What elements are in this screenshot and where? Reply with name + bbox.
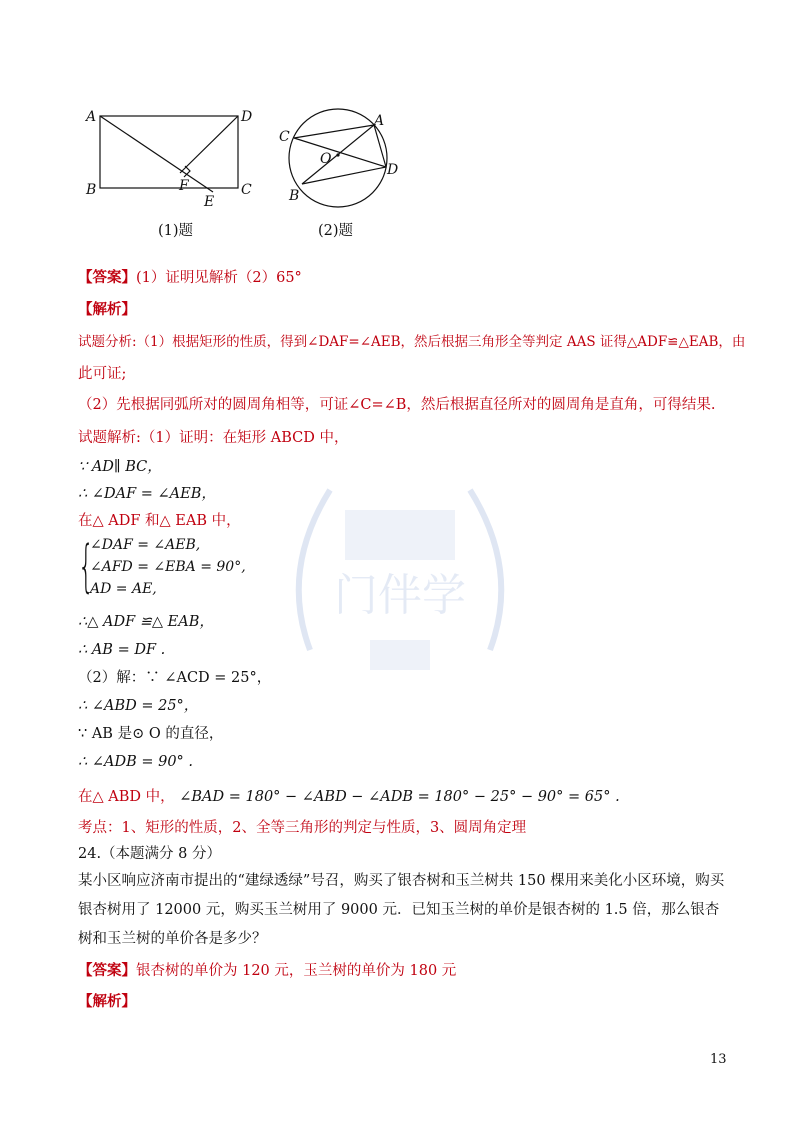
label-B2: B (289, 188, 300, 204)
label-F: F (179, 178, 189, 194)
analysis-line-1: 试题分析:（1）根据矩形的性质，得到∠DAF=∠AEB，然后根据三角形全等判定 AAS 证得△ADF≌△EAB，由 (78, 334, 746, 350)
analysis-line-1b: 此可证; (78, 366, 127, 382)
q23-analysis-tag (78, 300, 136, 320)
step-3: 在△ ADF 和△ EAB 中， (78, 513, 241, 529)
step-6: （2）解：∵ ∠ACD = 25°， (78, 670, 272, 686)
q24-answer-tag: 【答案】 (78, 962, 136, 979)
step-7: ∴ ∠ABD = 25°， (78, 698, 199, 714)
label-B: B (86, 182, 97, 198)
label-A: A (86, 109, 97, 125)
figure-1-caption: (1)题 (158, 223, 194, 239)
step-10 (78, 787, 620, 807)
solution-intro: 试题解析:（1）证明：在矩形 ABCD 中， (78, 430, 349, 446)
step-1: ∵ AD∥ BC， (78, 459, 162, 475)
label-D2: D (387, 162, 399, 178)
brace-symbol: { (78, 534, 95, 599)
label-A2: A (374, 113, 385, 129)
sys-eq-3: AD = AE, (90, 581, 157, 597)
q23-answer (78, 268, 302, 288)
kaodian: 考点：1、矩形的性质，2、全等三角形的判定与性质，3、圆周角定理 (78, 820, 527, 836)
label-O: O (320, 151, 332, 167)
step-2: ∴ ∠DAF = ∠AEB， (78, 486, 216, 502)
step-5: ∴ AB = DF . (78, 642, 166, 658)
q24-text: 某小区响应济南市提出的“建绿透绿”号召，购买了银杏树和玉兰树共 150 棵用来美化小区环境，购买银杏树用了 12000 元，购买玉兰树用了 9000 元．已知玉兰树的单价是银杏树的 1.5 倍，那么银杏树和玉兰树的单价各是多少？ (78, 873, 725, 947)
label-C: C (241, 182, 252, 198)
sys-eq-2: ∠AFD = ∠EBA = 90°, (90, 559, 246, 575)
q24-header: 24.（本题满分 8 分） (78, 846, 222, 862)
label-D: D (241, 109, 253, 125)
sys-eq-1: ∠DAF = ∠AEB, (90, 537, 201, 553)
figure-2-caption: (2)题 (318, 223, 354, 239)
answer-tag: 【答案】 (78, 269, 136, 286)
watermark-text: 门伴学 (334, 570, 466, 621)
label-E: E (204, 194, 215, 210)
label-C2: C (279, 129, 290, 145)
analysis-tag: 【解析】 (78, 301, 136, 318)
answer-text: (1）证明见解析（2）65° (136, 270, 302, 286)
figure-circle (276, 104, 406, 214)
page-number: 13 (710, 1052, 727, 1067)
step-10-prefix: 在△ ABD 中， (78, 789, 175, 805)
step-4: ∴△ ADF ≌△ EAB， (78, 614, 214, 630)
q24-analysis-tag (78, 992, 136, 1012)
q24-answer (78, 961, 456, 981)
q24-analysis-tag-text: 【解析】 (78, 993, 136, 1010)
step-9: ∴ ∠ADB = 90° . (78, 754, 194, 770)
analysis-line-2: （2）先根据同弧所对的圆周角相等，可证∠C=∠B，然后根据直径所对的圆周角是直角，可得结果. (78, 397, 716, 413)
watermark-logo (270, 450, 530, 710)
step-8: ∵ AB 是⊙ O 的直径， (78, 726, 224, 742)
figure-rectangle (80, 100, 280, 215)
step-10-equation: ∠BAD = 180° − ∠ABD − ∠ADB = 180° − 25° − 90° = 65° . (179, 789, 620, 805)
q24-answer-text: 银杏树的单价为 120 元，玉兰树的单价为 180 元 (136, 963, 457, 979)
congruence-system (78, 534, 278, 601)
